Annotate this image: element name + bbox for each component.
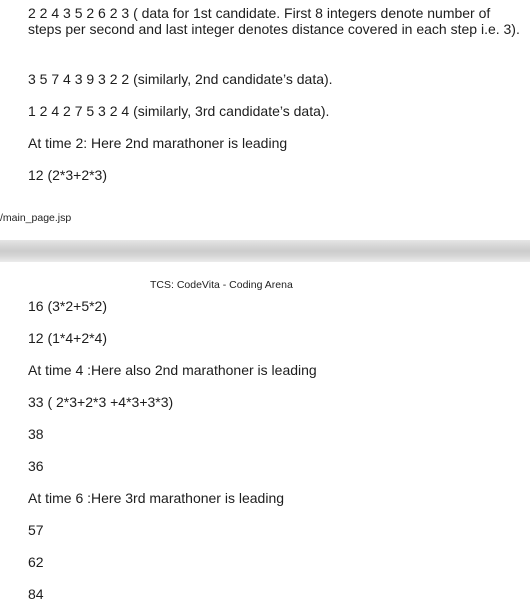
- page-separator: [0, 240, 530, 262]
- value-line: 84: [28, 586, 44, 602]
- value-line: 38: [28, 426, 44, 442]
- first-candidate-data-text: 2 2 4 3 5 2 6 2 3 ( data for 1st candidate. First 8 integers denote number of steps per second and last integer denotes distance covered in each step i.e. 3).: [28, 5, 520, 37]
- third-candidate-data-text: 1 2 4 2 7 5 3 2 4 (similarly, 3rd candidate’s data).: [28, 103, 330, 119]
- value-line: 36: [28, 458, 44, 474]
- second-candidate-data-text: 3 5 7 4 3 9 3 2 2 (similarly, 2nd candidate’s data).: [28, 71, 333, 87]
- value-line: 12 (1*4+2*4): [28, 330, 108, 346]
- time-6-note: At time 6 :Here 3rd marathoner is leading: [28, 490, 285, 506]
- value-line: 16 (3*2+5*2): [28, 298, 108, 314]
- page-header-title: TCS: CodeVita - Coding Arena: [150, 279, 293, 291]
- time-4-note: At time 4 :Here also 2nd marathoner is leading: [28, 362, 317, 378]
- value-line: 33 ( 2*3+2*3 +4*3+3*3): [28, 394, 174, 410]
- value-line: 12 (2*3+2*3): [28, 167, 108, 183]
- time-2-note: At time 2: Here 2nd marathoner is leading: [28, 135, 288, 151]
- document-page-bottom: [0, 262, 530, 612]
- document-page-top: [0, 0, 530, 240]
- value-line: 57: [28, 522, 44, 538]
- value-line: 62: [28, 554, 44, 570]
- page-footer-url: /main_page.jsp: [0, 212, 72, 224]
